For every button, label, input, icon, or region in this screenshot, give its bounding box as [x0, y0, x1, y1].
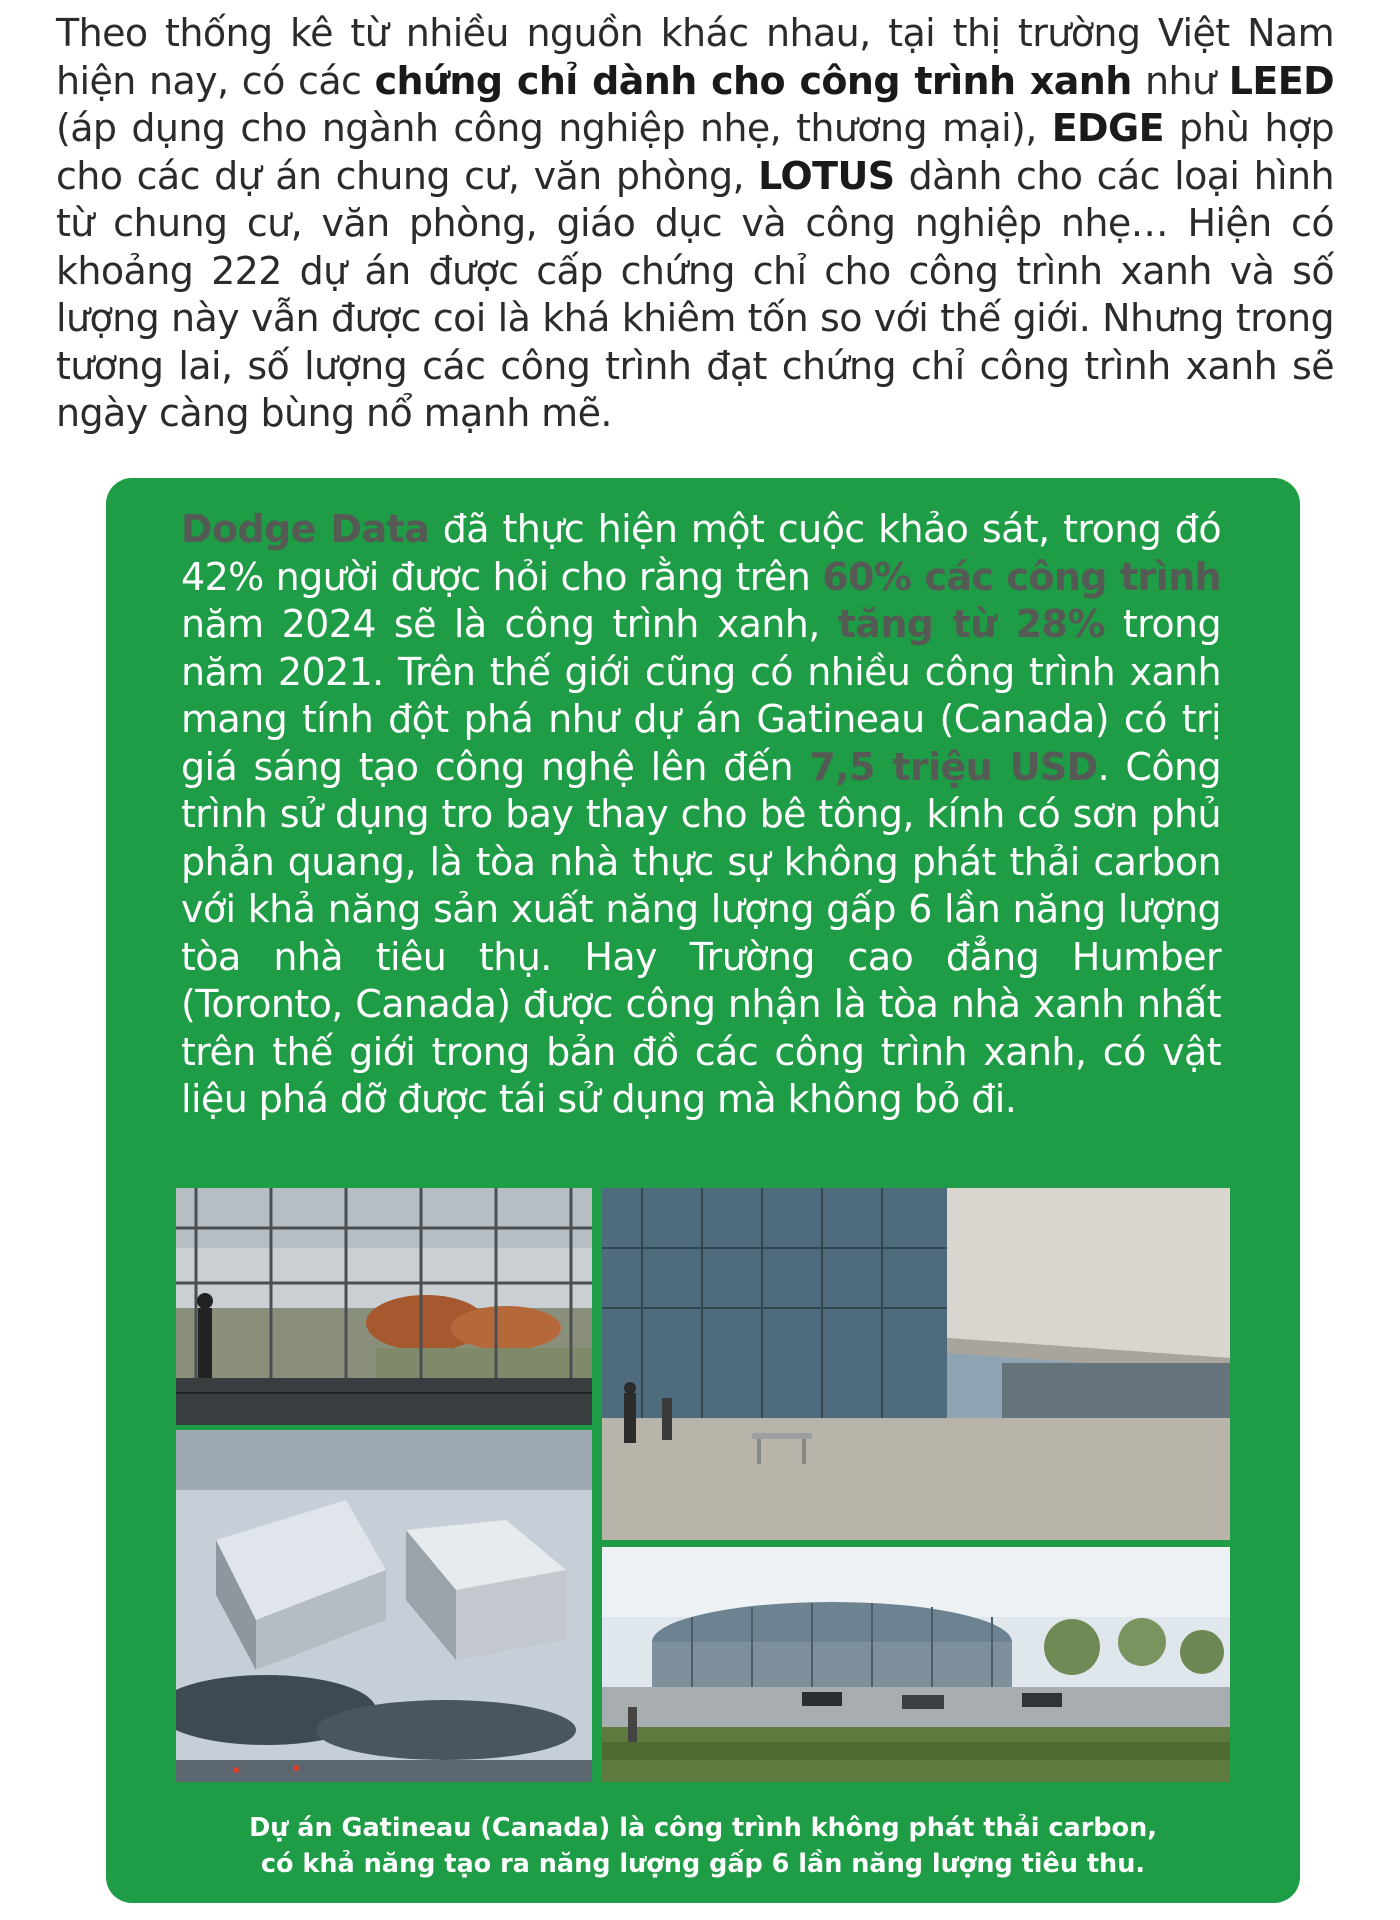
intro-text: Theo thống kê từ nhiều nguồn khác nhau, tại thị trường Việt Nam hiện nay, có các	[56, 11, 1334, 103]
photo-interior-atrium	[176, 1188, 592, 1425]
highlight-dodge-data: Dodge Data	[181, 507, 430, 551]
intro-bold-certificates: chứng chỉ dành cho công trình xanh	[374, 58, 1132, 103]
photo-courtyard	[602, 1188, 1230, 1540]
intro-bold-edge: EDGE	[1051, 106, 1164, 150]
panel-text: trong năm 2021. Trên thế giới cũng có nhiều công trình xanh mang tính đột phá như dự án Gatineau (Canada) có trị giá sáng tạo công nghệ lên đến	[181, 602, 1221, 789]
intro-text: phù hợp cho các dự án chung cư, văn phòng,	[56, 106, 1334, 198]
green-info-panel	[106, 478, 1300, 1903]
panel-paragraph	[181, 506, 1221, 1124]
caption-line-1: Dự án Gatineau (Canada) là công trình không phát thải carbon,	[249, 1813, 1157, 1843]
intro-text: (áp dụng cho ngành công nghiệp nhẹ, thương mại),	[56, 106, 1052, 150]
highlight-28-percent: tăng từ 28%	[837, 602, 1105, 646]
intro-paragraph	[56, 10, 1334, 438]
caption-line-2: có khả năng tạo ra năng lượng gấp 6 lần năng lượng tiêu thu.	[260, 1849, 1146, 1879]
highlight-7-5-million: 7,5 triệu USD	[809, 744, 1098, 789]
intro-bold-lotus: LOTUS	[758, 153, 895, 198]
image-caption	[166, 1810, 1240, 1882]
intro-text: dành cho các loại hình từ chung cư, văn phòng, giáo dục và công nghiệp nhẹ… Hiện có khoảng 222 dự án được cấp chứng chỉ cho công trình xanh và số lượng này vẫn được coi là khá khiêm tốn so với thế giới. Nhưng trong tương lai, số lượng các công trình đạt chứng chỉ công trình xanh sẽ ngày càng bùng nổ mạnh mẽ.	[56, 153, 1334, 435]
intro-text: như	[1131, 58, 1229, 103]
photo-exterior-parking	[602, 1547, 1230, 1782]
intro-bold-leed: LEED	[1228, 58, 1335, 103]
panel-text: năm 2024 sẽ là công trình xanh,	[181, 602, 838, 646]
highlight-60-percent: 60% các công trình	[822, 554, 1221, 599]
panel-text: đã thực hiện một cuộc khảo sát, trong đó 42% người được hỏi cho rằng trên	[181, 507, 1221, 599]
photo-aerial-snow	[176, 1430, 592, 1782]
panel-text: . Công trình sử dụng tro bay thay cho bê tông, kính có sơn phủ phản quang, là tòa nhà thực sự không phát thải carbon với khả năng sản xuất năng lượng gấp 6 lần năng lượng tòa nhà tiêu thụ. Hay Trường cao đẳng Humber (Toronto, Canada) được công nhận là tòa nhà xanh nhất trên thế giới trong bản đồ các công trình xanh, có vật liệu phá dỡ được tái sử dụng mà không bỏ đi.	[181, 744, 1222, 1121]
